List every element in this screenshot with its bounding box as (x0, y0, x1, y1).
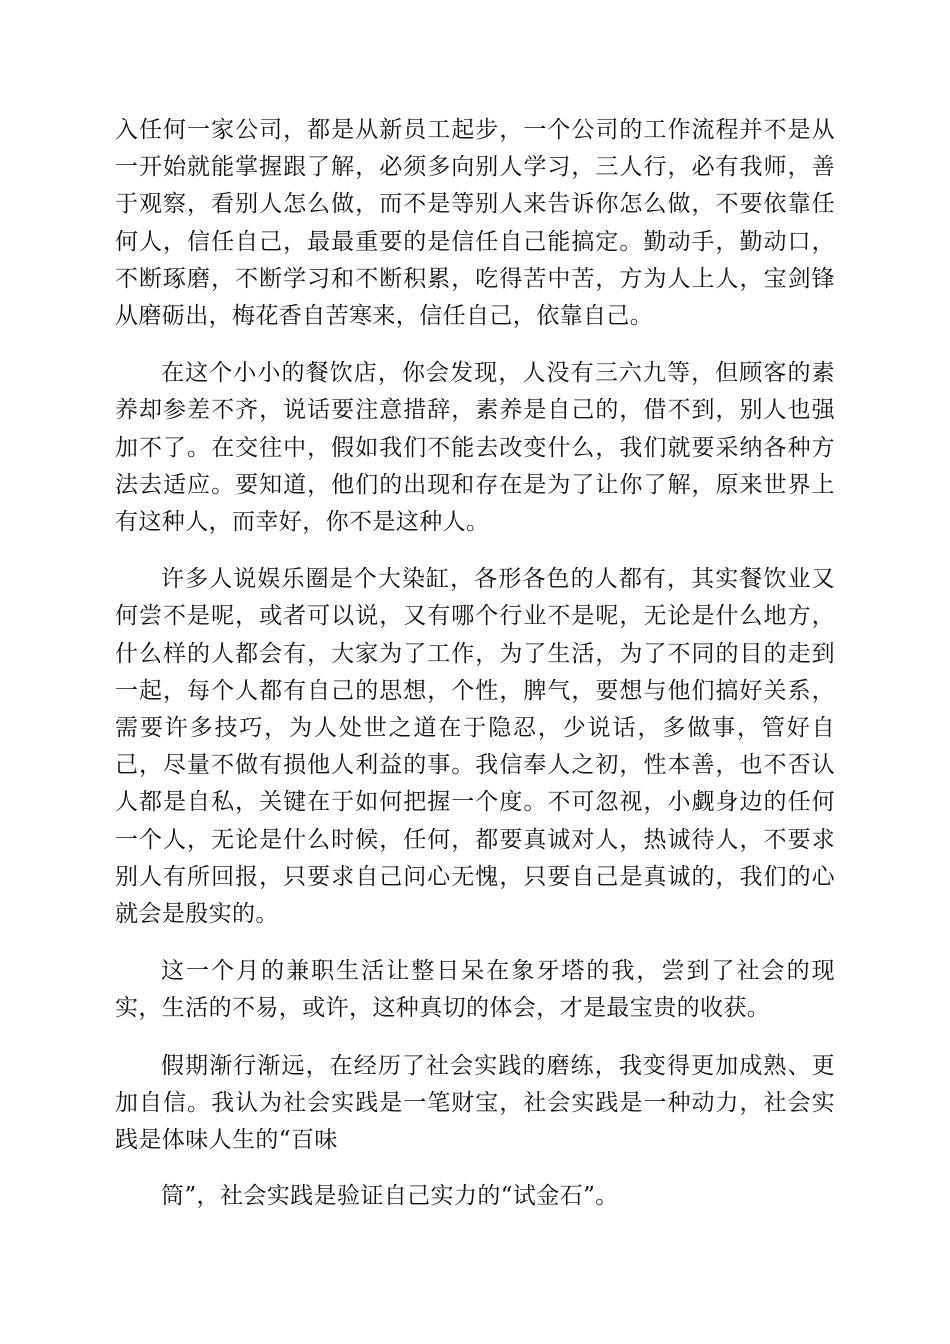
document-body (115, 112, 835, 1215)
paragraph-4: 这一个月的兼职生活让整日呆在象牙塔的我，尝到了社会的现实，生活的不易，或许，这种真切的体会，才是最宝贵的收获。 (115, 958, 835, 1022)
paragraph-3: 许多人说娱乐圈是个大染缸，各形各色的人都有，其实餐饮业又何尝不是呢，或者可以说，又有哪个行业不是呢，无论是什么地方，什么样的人都会有，大家为了工作，为了生活，为了不同的目的走到一起，每个人都有自己的思想，个性，脾气，要想与他们搞好关系，需要许多技巧，为人处世之道在于隐忍，少说话，多做事，管好自己，尽量不做有损他人利益的事。我信奉人之初，性本善，也不否认人都是自私，关键在于如何把握一个度。不可忽视，小觑身边的任何一个人，无论是什么时候，任何，都要真诚对人，热诚待人，不要求别人有所回报，只要求自己问心无愧，只要自己是真诚的，我们的心就会是殷实的。 (115, 566, 835, 928)
paragraph-6: 筒”，社会实践是验证自己实力的“试金石”。 (161, 1183, 619, 1210)
paragraph-1: 入任何一家公司，都是从新员工起步，一个公司的工作流程并不是从一开始就能掌握跟了解，必须多向别人学习，三人行，必有我师，善于观察，看别人怎么做，而不是等别人来告诉你怎么做，不要依靠任何人，信任自己，最最重要的是信任自己能搞定。勤动手，勤动口，不断琢磨，不断学习和不断积累，吃得苦中苦，方为人上人，宝剑锋从磨砺出，梅花香自苦寒来，信任自己，依靠自己。 (115, 117, 835, 330)
paragraph-2: 在这个小小的餐饮店，你会发现，人没有三六九等，但顾客的素养却参差不齐，说话要注意措辞，素养是自己的，借不到，别人也强加不了。在交往中，假如我们不能去改变什么，我们就要采纳各种方法去适应。要知道，他们的出现和存在是为了让你了解，原来世界上有这种人，而幸好，你不是这种人。 (115, 360, 835, 536)
paragraph-5: 假期渐行渐远，在经历了社会实践的磨练，我变得更加成熟、更加自信。我认为社会实践是一笔财宝，社会实践是一种动力，社会实践是体味人生的“百味 (115, 1052, 835, 1154)
